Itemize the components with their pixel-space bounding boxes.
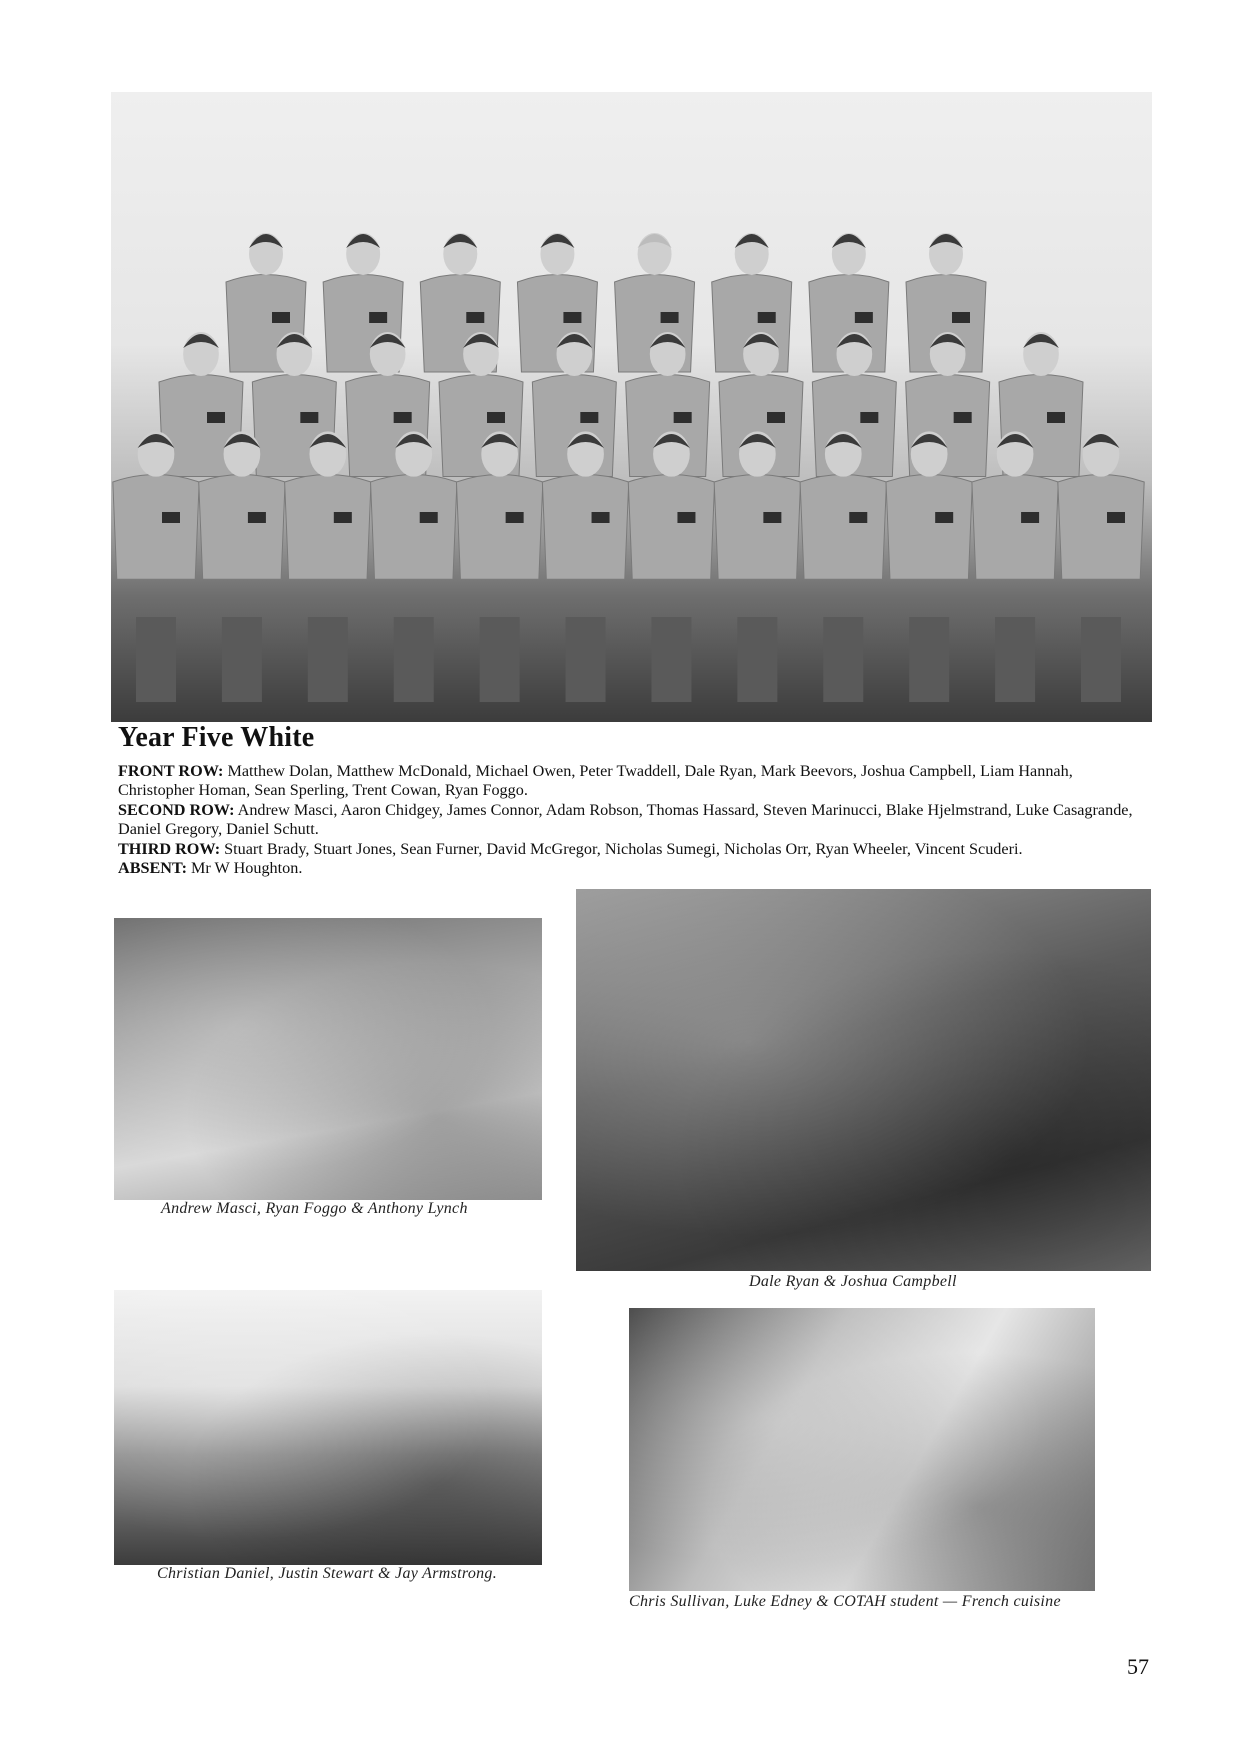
class-group-figures [111,92,1152,722]
photo-caption: Christian Daniel, Justin Stewart & Jay Armstrong. [157,1565,498,1582]
photo-bush-hike [576,889,1151,1271]
class-names-list [118,762,1152,878]
row-label: ABSENT: [118,859,187,878]
photo-caption: Dale Ryan & Joshua Campbell [749,1273,957,1290]
photo-caption: Chris Sullivan, Luke Edney & COTAH student — French cuisine [629,1593,1061,1610]
row-names: Andrew Masci, Aaron Chidgey, James Connor, Adam Robson, Thomas Hassard, Steven Marinucci, Blake Hjelmstrand, Luke Casagrande, Daniel Gregory, Daniel Schutt. [118,800,1133,839]
front-row-line [118,762,1152,801]
row-names: Matthew Dolan, Matthew McDonald, Michael Owen, Peter Twaddell, Dale Ryan, Mark Beevors, Joshua Campbell, Liam Hannah, Christopher Homan, Sean Sperling, Trent Cowan, Ryan Foggo. [118,762,1073,800]
second-row-line [118,801,1152,840]
row-label: FRONT ROW: [118,762,224,780]
row-label: SECOND ROW: [118,800,235,819]
photo-beach-boys [114,1290,542,1565]
photo-boys-hands-on-heads [114,918,542,1200]
absent-line [118,859,1152,878]
row-label: THIRD ROW: [118,839,221,858]
class-group-photo [111,92,1152,722]
page-number: 57 [1127,1654,1149,1679]
row-names: Stuart Brady, Stuart Jones, Sean Furner, David McGregor, Nicholas Sumegi, Nicholas Orr, Ryan Wheeler, Vincent Scuderi. [224,839,1023,858]
row-names: Mr W Houghton. [191,859,303,878]
third-row-line [118,840,1152,859]
class-title: Year Five White [118,722,315,753]
photo-french-cuisine [629,1308,1095,1591]
photo-caption: Andrew Masci, Ryan Foggo & Anthony Lynch [161,1200,468,1217]
